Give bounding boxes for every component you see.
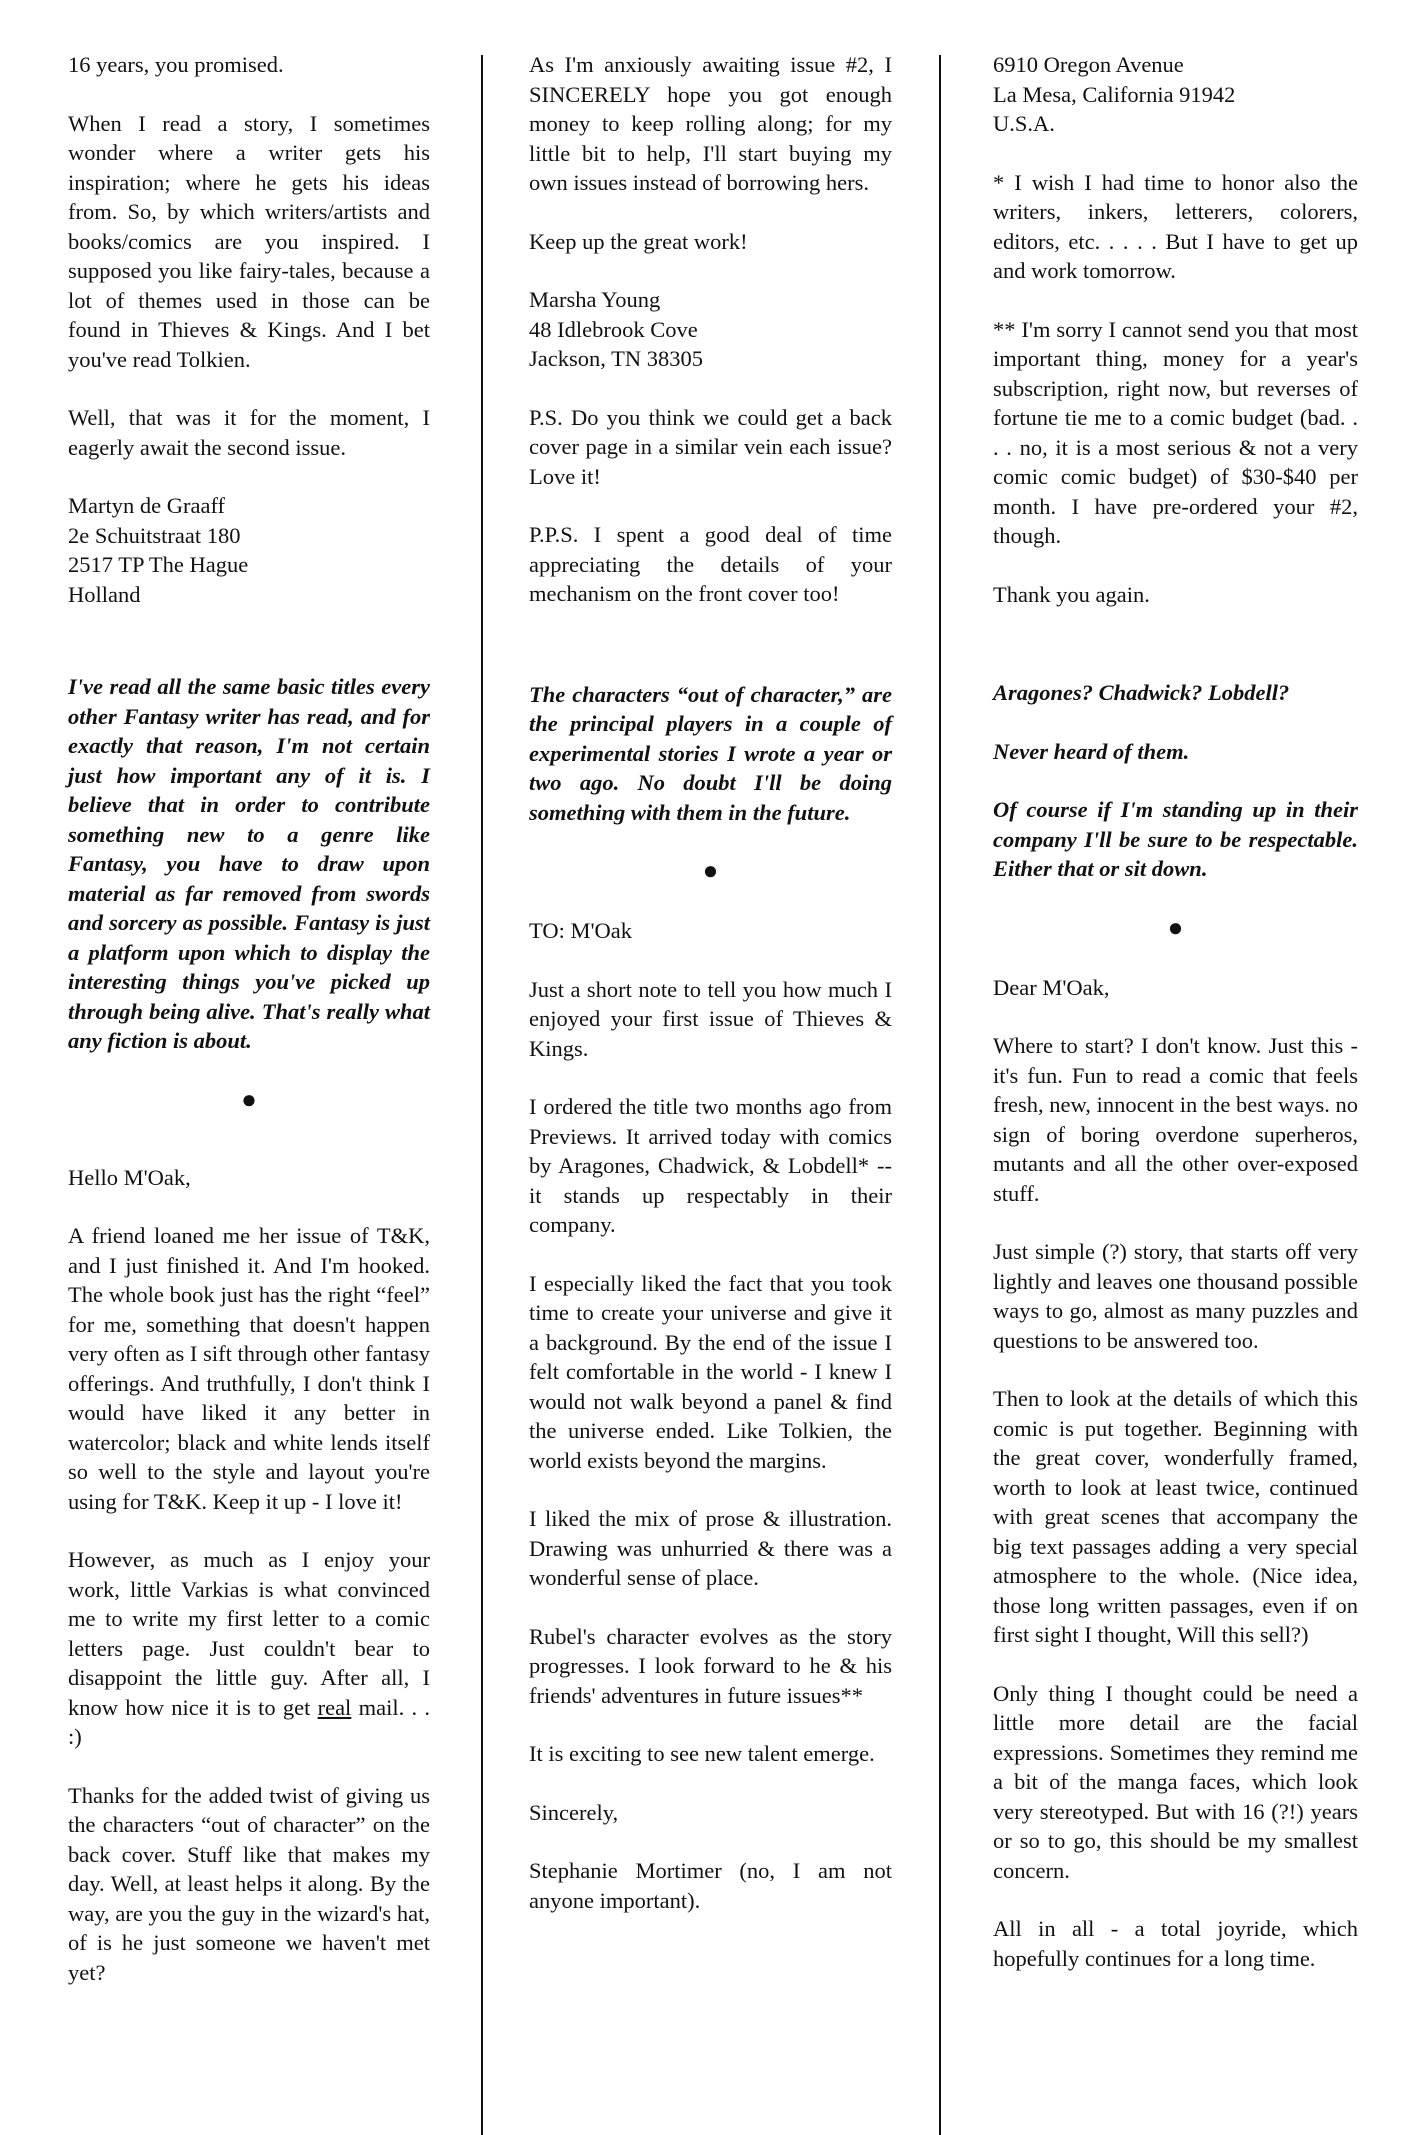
letter-text: Keep up the great work! bbox=[529, 228, 748, 254]
separator-bullet: ● bbox=[702, 856, 719, 885]
letter-closing: Thank you again. bbox=[993, 581, 1150, 607]
address-block bbox=[993, 50, 1358, 139]
editor-reply: I've read all the same basic titles every other Fantasy writer has read, and for exactly that reason, I'm not certain just how important any of it is. I believe that in order to contribute something new to a genre like Fantasy, you have to draw upon material as far removed from swords and sorcery as possible. Fantasy is just a platform upon which to display the interesting things you've picked up through being alive. That's really what any fiction is about. bbox=[68, 674, 430, 1053]
editor-reply: The characters “out of character,” are the principal players in a couple of experimental stories I wrote a year or two ago. No doubt I'll be doing something with them in the future. bbox=[529, 681, 892, 825]
letter-text: Then to look at the details of which this comic is put together. Beginning with the great cover, wonderfully framed, worth to look at least twice, continued with great scenes that accompany the big text passages adding a very special atmosphere to the whole. (Nice idea, those long written passages, even if on first sight I thought, Will this sell?) bbox=[993, 1386, 1358, 1647]
column-1 bbox=[68, 50, 430, 2016]
footnote: ** I'm sorry I cannot send you that most important thing, money for a year's subscription, right now, but reverses of fortune tie me to a comic budget (bad. . . . no, it is a most serious & not a very comic comic budget) of $30-$40 per month. I have pre-ordered your #2, though. bbox=[993, 316, 1358, 548]
letter-text: Just a short note to tell you how much I enjoyed your first issue of Thieves & Kings. bbox=[529, 976, 892, 1061]
letter-text: I especially liked the fact that you took time to create your universe and give it a background. By the end of the issue I felt comfortable in the world - I knew I would not walk beyond a panel & find the universe ended. Like Tolkien, the world exists beyond the margins. bbox=[529, 1270, 892, 1473]
separator-bullet: ● bbox=[241, 1084, 257, 1114]
letter-text: When I read a story, I sometimes wonder where a writer gets his inspiration; where he gets his ideas from. So, by which writers/artists and books/comics are you inspired. I supposed you like fairy-tales, because a lot of themes used in those can be found in Thieves & Kings. And I bet you've read Tolkien. bbox=[68, 110, 430, 372]
letter-text: Only thing I thought could be need a little more detail are the facial expressions. Sometimes they remind me a bit of the manga faces, which look very stereotyped. But with 16 (?!) years or so to go, this should be my smallest concern. bbox=[993, 1680, 1358, 1883]
signature-line: 48 Idlebrook Cove bbox=[529, 316, 698, 342]
letter-text: Just simple (?) story, that starts off very lightly and leaves one thousand possible ways to go, almost as many puzzles and questions to be answered too. bbox=[993, 1239, 1358, 1353]
editor-reply: Of course if I'm standing up in their company I'll be sure to be respectable. Either that or sit down. bbox=[993, 797, 1358, 881]
letter-greeting: Hello M'Oak, bbox=[68, 1164, 191, 1190]
letter-text: As I'm anxiously awaiting issue #2, I SINCERELY hope you got enough money to keep rolling along; for my little bit to help, I'll start buying my own issues instead of borrowing hers. bbox=[529, 52, 892, 195]
address-line: U.S.A. bbox=[993, 111, 1055, 136]
signature-block bbox=[68, 491, 430, 609]
postscript: P.P.S. I spent a good deal of time appreciating the details of your mechanism on the front cover too! bbox=[529, 522, 892, 606]
address-line: 6910 Oregon Avenue bbox=[993, 52, 1184, 77]
letter-text: I liked the mix of prose & illustration. Drawing was unhurried & there was a wonderful sense of place. bbox=[529, 1506, 892, 1590]
separator-bullet: ● bbox=[1167, 912, 1184, 942]
signature-line: Marsha Young bbox=[529, 287, 661, 312]
letter-text: 16 years, you promised. bbox=[68, 52, 284, 77]
signature-line: Jackson, TN 38305 bbox=[529, 346, 703, 371]
column-3 bbox=[993, 50, 1358, 2002]
letter-text: However, as much as I enjoy your work, little Varkias is what convinced me to write my first letter to a comic letters page. Just couldn't bear to disappoint the little guy. After all, I know how nice it is to get real mail. . . :) bbox=[68, 1547, 430, 1749]
signature-line: Holland bbox=[68, 581, 141, 607]
letter-text: A friend loaned me her issue of T&K, and I just finished it. And I'm hooked. The whole book just has the right “feel” for me, something that doesn't happen very often as I sift through other fantasy offerings. And truthfully, I don't think I would have liked it any better in watercolor; black and white lends itself so well to the style and layout you're using for T&K. Keep it up - I love it! bbox=[68, 1223, 430, 1514]
signature-line: 2e Schuitstraat 180 bbox=[68, 522, 241, 548]
editor-reply: Aragones? Chadwick? Lobdell? bbox=[993, 680, 1290, 705]
signature-block bbox=[529, 285, 892, 374]
letter-text: Where to start? I don't know. Just this - it's fun. Fun to read a comic that feels fresh, new, innocent in the best ways. no sign of boring overdone superheros, mutants and all the other over-exposed stuff. bbox=[993, 1033, 1358, 1206]
postscript: P.S. Do you think we could get a back cover page in a similar vein each issue? Love it! bbox=[529, 404, 892, 489]
letter-greeting: TO: M'Oak bbox=[529, 918, 633, 943]
letter-text: Rubel's character evolves as the story progresses. I look forward to he & his friends' adventures in future issues** bbox=[529, 1623, 892, 1708]
letter-closing: Sincerely, bbox=[529, 1799, 619, 1825]
letter-greeting: Dear M'Oak, bbox=[993, 974, 1110, 1000]
column-divider bbox=[481, 55, 483, 2135]
signature-line: Martyn de Graaff bbox=[68, 493, 226, 518]
column-divider bbox=[939, 55, 941, 2135]
letter-text: All in all - a total joyride, which hopefully continues for a long time. bbox=[993, 1916, 1358, 1971]
letter-text: It is exciting to see new talent emerge. bbox=[529, 1741, 875, 1766]
footnote: * I wish I had time to honor also the writers, inkers, letterers, colorers, editors, etc. . . . . But I have to get up and work tomorrow. bbox=[993, 169, 1358, 283]
letter-text: I ordered the title two months ago from Previews. It arrived today with comics by Aragones, Chadwick, & Lobdell* --it stands up respectably in their company. bbox=[529, 1094, 892, 1237]
editor-reply: Never heard of them. bbox=[993, 738, 1190, 764]
column-2 bbox=[529, 50, 892, 1944]
letter-text: Well, that was it for the moment, I eagerly await the second issue. bbox=[68, 405, 430, 460]
letter-text: Thanks for the added twist of giving us the characters “out of character” on the back cover. Stuff like that makes my day. Well, at least helps it along. By the way, are you the guy in the wizard's hat, of is he just someone we haven't met yet? bbox=[68, 1782, 430, 1985]
signature-line: 2517 TP The Hague bbox=[68, 552, 249, 577]
signature-line: Stephanie Mortimer (no, I am not anyone important). bbox=[529, 1858, 892, 1913]
address-line: La Mesa, California 91942 bbox=[993, 81, 1236, 107]
